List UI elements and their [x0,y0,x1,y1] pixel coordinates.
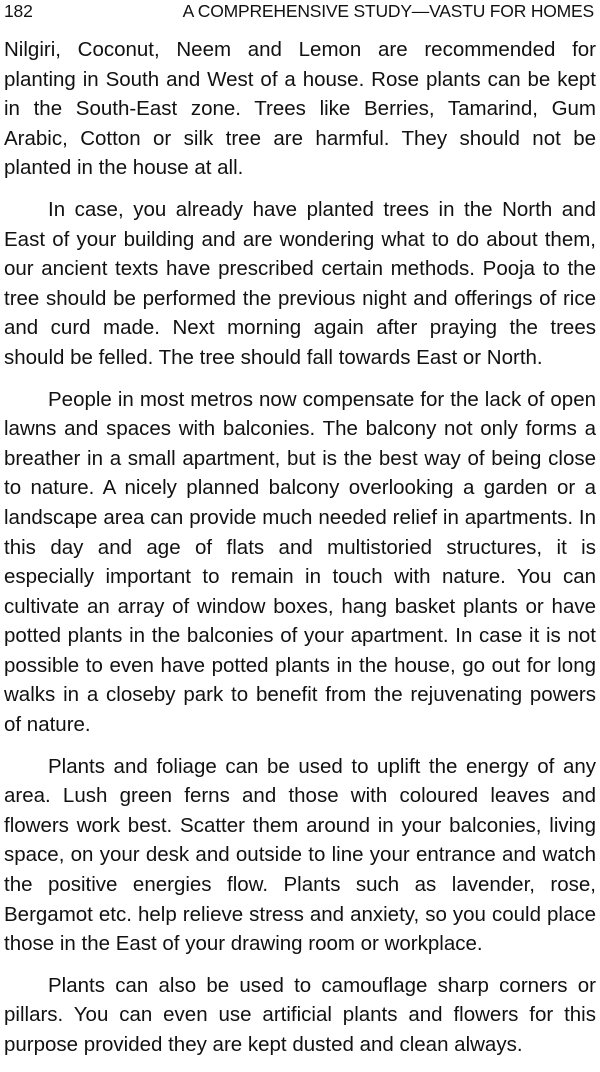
page-number: 182 [4,1,33,21]
running-title: A COMPREHENSIVE STUDY—VASTU FOR HOMES [182,1,594,21]
running-header [4,0,596,28]
paragraph: In case, you already have planted trees in the North and East of your building and are wondering what to do about them, our ancient texts have prescribed certain methods. Pooja to the tree should be performed the previous night and offerings of rice and curd made. Next morning again after praying the trees should be felled. The tree should fall towards East or North. [4,197,596,369]
paragraph: Nilgiri, Coconut, Neem and Lemon are recommended for planting in South and West of a house. Rose plants can be kept in the South-East zone. Trees like Berries, Tamarind, Gum Arabic, Cotton or silk tree are harmful. They should not be planted in the house at all. [4,38,596,180]
paragraph: People in most metros now compensate for the lack of open lawns and spaces with balconies. The balcony not only forms a breather in a small apartment, but is the best way of being close to nature. A nicely planned balcony overlooking a garden or a landscape area can provide much needed relief in apartments. In this day and age of flats and multistoried structures, it is especially important to remain in touch with nature. You can cultivate an array of window boxes, hang basket plants or have potted plants in the balconies of your apartment. In case it is not possible to even have potted plants in the house, go out for long walks in a closeby park to benefit from the rejuvenating powers of nature. [4,387,596,737]
body-text [4,35,596,1072]
paragraph: Plants can also be used to camouflage sharp corners or pillars. You can even use artificial plants and flowers for this purpose provided they are kept dusted and clean always. [4,973,596,1056]
paragraph: Plants and foliage can be used to uplift the energy of any area. Lush green ferns and those with coloured leaves and flowers work best. Scatter them around in your balconies, living space, on your desk and outside to line your entrance and watch the positive energies flow. Plants such as lavender, rose, Bergamot etc. help relieve stress and anxiety, so you could place those in the East of your drawing room or workplace. [4,754,596,956]
